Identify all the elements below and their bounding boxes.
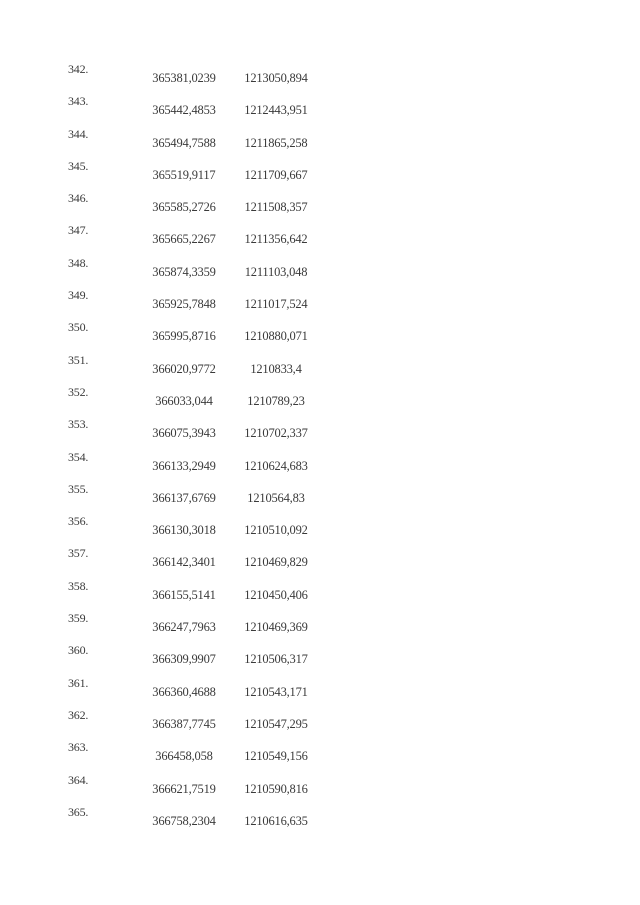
row-number: 347. xyxy=(68,223,89,238)
table-row xyxy=(0,191,640,223)
x-coordinate: 365874,3359 xyxy=(152,264,216,279)
table-row xyxy=(0,223,640,255)
row-number: 351. xyxy=(68,352,89,367)
x-coordinate: 366360,4688 xyxy=(152,684,216,699)
row-number: 360. xyxy=(68,643,89,658)
table-row xyxy=(0,514,640,546)
row-number: 354. xyxy=(68,449,89,464)
y-coordinate: 1210616,635 xyxy=(244,813,308,828)
coordinate-table xyxy=(0,62,640,837)
x-coordinate: 366621,7519 xyxy=(152,781,216,796)
table-row xyxy=(0,288,640,320)
row-number: 343. xyxy=(68,94,89,109)
x-coordinate: 365381,0239 xyxy=(152,71,216,85)
table-row xyxy=(0,482,640,514)
table-row xyxy=(0,579,640,611)
y-coordinate: 1211017,524 xyxy=(244,297,308,312)
x-coordinate: 366142,3401 xyxy=(152,555,216,570)
table-row xyxy=(0,256,640,288)
x-coordinate: 366020,9772 xyxy=(152,361,216,376)
row-number: 359. xyxy=(68,611,89,626)
row-number: 349. xyxy=(68,288,89,303)
row-number: 356. xyxy=(68,514,89,529)
y-coordinate: 1212443,951 xyxy=(244,103,308,118)
y-coordinate: 1210702,337 xyxy=(244,426,308,441)
y-coordinate: 1210590,816 xyxy=(244,781,308,796)
y-coordinate: 1211508,357 xyxy=(244,200,308,215)
x-coordinate: 365925,7848 xyxy=(152,297,216,312)
x-coordinate: 366033,044 xyxy=(155,393,213,408)
row-number: 364. xyxy=(68,772,89,787)
row-number: 352. xyxy=(68,384,89,399)
y-coordinate: 1210510,092 xyxy=(244,523,308,538)
row-number: 345. xyxy=(68,158,89,173)
row-number: 357. xyxy=(68,546,89,561)
row-number: 344. xyxy=(68,126,89,141)
table-row xyxy=(0,320,640,352)
y-coordinate: 1211103,048 xyxy=(244,264,308,279)
x-coordinate: 365494,7588 xyxy=(152,135,216,150)
x-coordinate: 366387,7745 xyxy=(152,716,216,731)
x-coordinate: 365585,2726 xyxy=(152,200,216,215)
y-coordinate: 1210469,369 xyxy=(244,620,308,635)
table-row xyxy=(0,62,640,94)
row-number: 365. xyxy=(68,804,89,819)
x-coordinate: 366155,5141 xyxy=(152,587,216,602)
table-row xyxy=(0,417,640,449)
x-coordinate: 365995,8716 xyxy=(152,329,216,344)
table-row xyxy=(0,773,640,805)
table-row xyxy=(0,159,640,191)
table-row xyxy=(0,708,640,740)
y-coordinate: 1211865,258 xyxy=(244,135,308,150)
y-coordinate: 1211709,667 xyxy=(244,167,308,182)
y-coordinate: 1210543,171 xyxy=(244,684,308,699)
y-coordinate: 1210549,156 xyxy=(244,749,308,764)
row-number: 348. xyxy=(68,255,89,270)
row-number: 355. xyxy=(68,481,89,496)
table-row xyxy=(0,546,640,578)
table-row xyxy=(0,611,640,643)
row-number: 363. xyxy=(68,740,89,755)
table-row xyxy=(0,94,640,126)
row-number: 361. xyxy=(68,675,89,690)
row-number: 353. xyxy=(68,417,89,432)
table-row xyxy=(0,676,640,708)
x-coordinate: 366133,2949 xyxy=(152,458,216,473)
x-coordinate: 366458,058 xyxy=(155,749,213,764)
x-coordinate: 365519,9117 xyxy=(152,167,216,182)
row-number: 362. xyxy=(68,707,89,722)
x-coordinate: 366758,2304 xyxy=(152,813,216,828)
y-coordinate: 1210624,683 xyxy=(244,458,308,473)
x-coordinate: 365442,4853 xyxy=(152,103,216,118)
table-row xyxy=(0,740,640,772)
x-coordinate: 366075,3943 xyxy=(152,426,216,441)
x-coordinate: 366130,3018 xyxy=(152,523,216,538)
y-coordinate: 1211356,642 xyxy=(244,232,308,247)
x-coordinate: 366247,7963 xyxy=(152,620,216,635)
y-coordinate: 1210833,4 xyxy=(250,361,302,376)
y-coordinate: 1210564,83 xyxy=(247,490,305,505)
table-row xyxy=(0,450,640,482)
row-number: 350. xyxy=(68,320,89,335)
y-coordinate: 1210450,406 xyxy=(244,587,308,602)
y-coordinate: 1210547,295 xyxy=(244,716,308,731)
table-row xyxy=(0,353,640,385)
row-number: 342. xyxy=(68,62,89,76)
x-coordinate: 366137,6769 xyxy=(152,490,216,505)
row-number: 346. xyxy=(68,191,89,206)
y-coordinate: 1213050,894 xyxy=(244,71,308,85)
y-coordinate: 1210880,071 xyxy=(244,329,308,344)
table-row xyxy=(0,127,640,159)
y-coordinate: 1210789,23 xyxy=(247,393,305,408)
table-row xyxy=(0,805,640,837)
x-coordinate: 365665,2267 xyxy=(152,232,216,247)
table-row xyxy=(0,643,640,675)
y-coordinate: 1210469,829 xyxy=(244,555,308,570)
row-number: 358. xyxy=(68,578,89,593)
x-coordinate: 366309,9907 xyxy=(152,652,216,667)
table-row xyxy=(0,385,640,417)
y-coordinate: 1210506,317 xyxy=(244,652,308,667)
